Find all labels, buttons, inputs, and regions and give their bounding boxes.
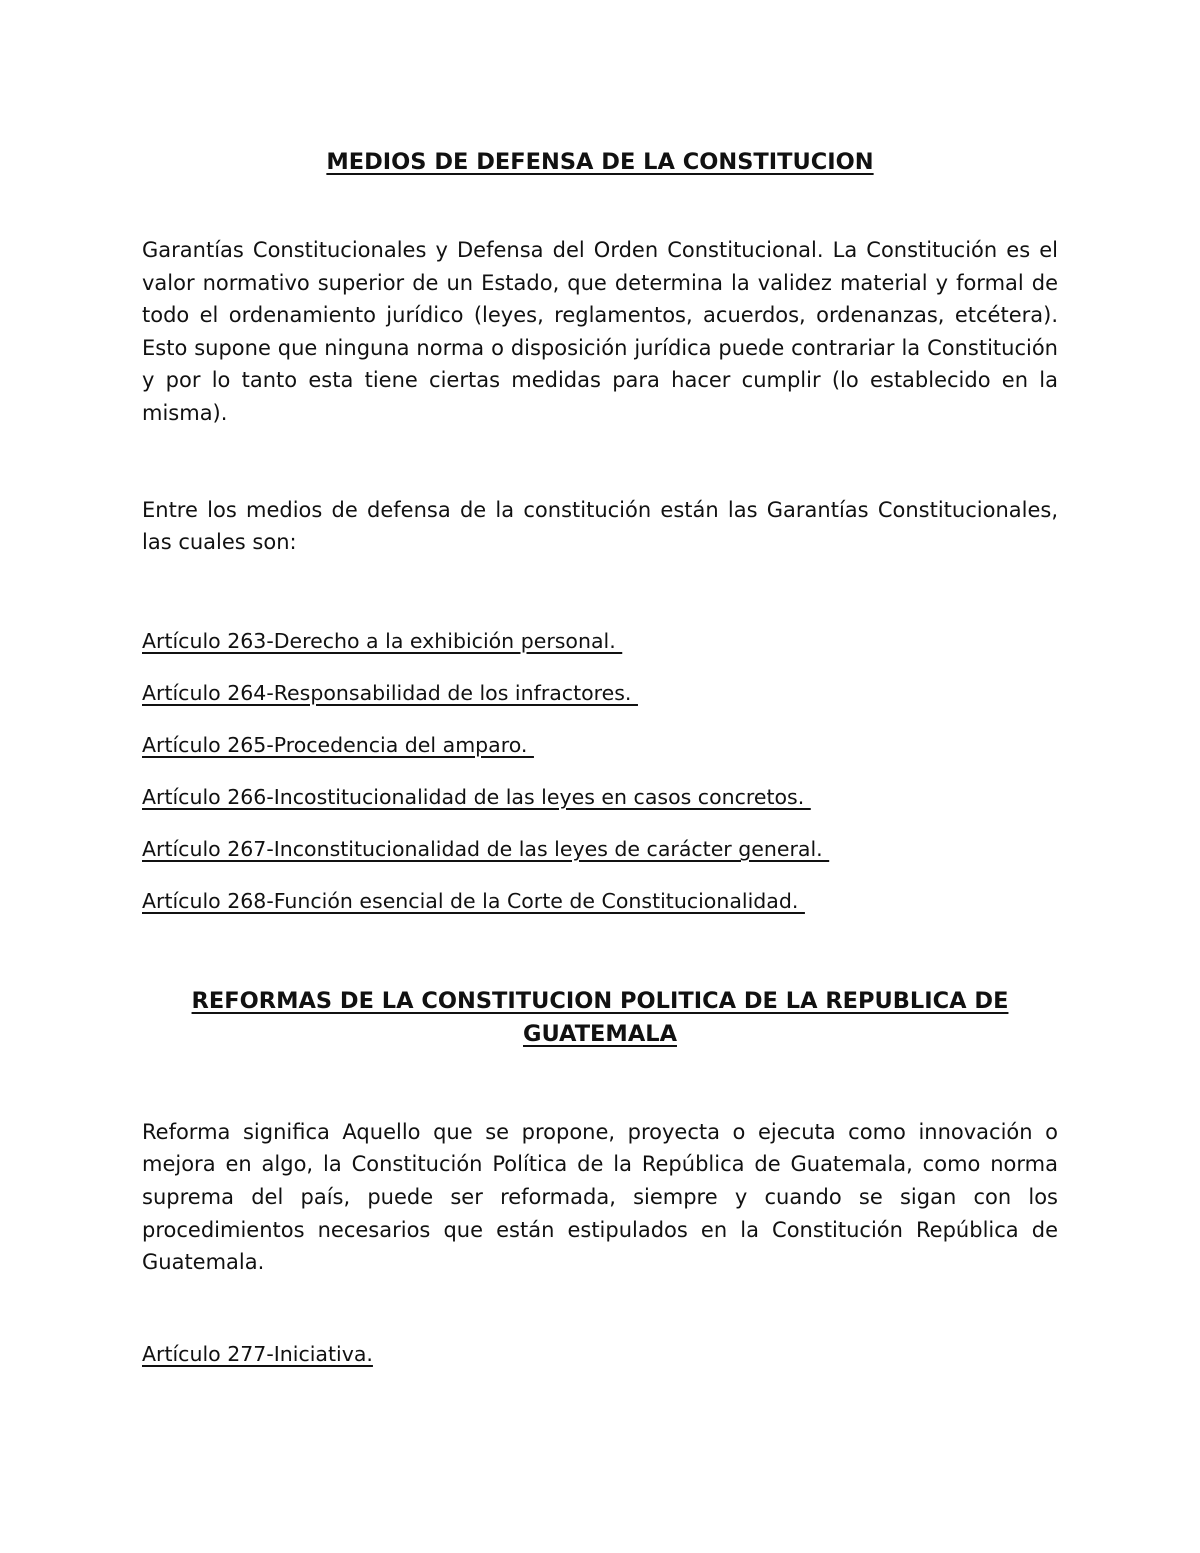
spacer bbox=[142, 1051, 1058, 1116]
article-265: Artículo 265-Procedencia del amparo. bbox=[142, 732, 534, 757]
article-266: Artículo 266-Incostitucionalidad de las leyes en casos concretos. bbox=[142, 784, 811, 809]
section-title-reformas: REFORMAS DE LA CONSTITUCION POLITICA DE LA REPUBLICA DE GUATEMALA bbox=[191, 987, 1009, 1047]
document-content bbox=[142, 146, 1058, 1390]
article-list-garantias bbox=[142, 625, 1058, 918]
spacer bbox=[142, 179, 1058, 234]
paragraph-reforma: Reforma significa Aquello que se propone, proyecta o ejecuta como innovación o mejora en algo, la Constitución Política de la República de Guatemala, como norma suprema del país, puede ser reformada, siempre y cuando se sigan con los procedimientos necesarios que están estipulados en la Constitución República de Guatemala. bbox=[142, 1119, 1058, 1275]
article-list-reformas bbox=[142, 1338, 1058, 1371]
article-264: Artículo 264-Responsabilidad de los infractores. bbox=[142, 680, 638, 705]
paragraph-medios-intro: Entre los medios de defensa de la constitución están las Garantías Constitucionales, las cuales son: bbox=[142, 497, 1058, 555]
article-263: Artículo 263-Derecho a la exhibición personal. bbox=[142, 628, 623, 653]
spacer bbox=[142, 559, 1058, 625]
article-267: Artículo 267-Inconstitucionalidad de las leyes de carácter general. bbox=[142, 836, 830, 861]
spacer bbox=[142, 937, 1058, 985]
spacer bbox=[142, 1279, 1058, 1338]
paragraph-garantias: Garantías Constitucionales y Defensa del Orden Constitucional. La Constitución es el valor normativo superior de un Estado, que determina la validez material y formal de todo el ordenamiento jurídico (leyes, reglamentos, acuerdos, ordenanzas, etcétera). Esto supone que ninguna norma o disposición jurídica puede contrariar la Constitución y por lo tanto esta tiene ciertas medidas para hacer cumplir (lo establecido en la misma). bbox=[142, 238, 1058, 425]
section-title-medios-defensa: MEDIOS DE DEFENSA DE LA CONSTITUCION bbox=[326, 149, 874, 175]
spacer bbox=[142, 430, 1058, 494]
article-277: Artículo 277-Iniciativa. bbox=[142, 1341, 373, 1366]
article-268: Artículo 268-Función esencial de la Corte de Constitucionalidad. bbox=[142, 888, 805, 913]
